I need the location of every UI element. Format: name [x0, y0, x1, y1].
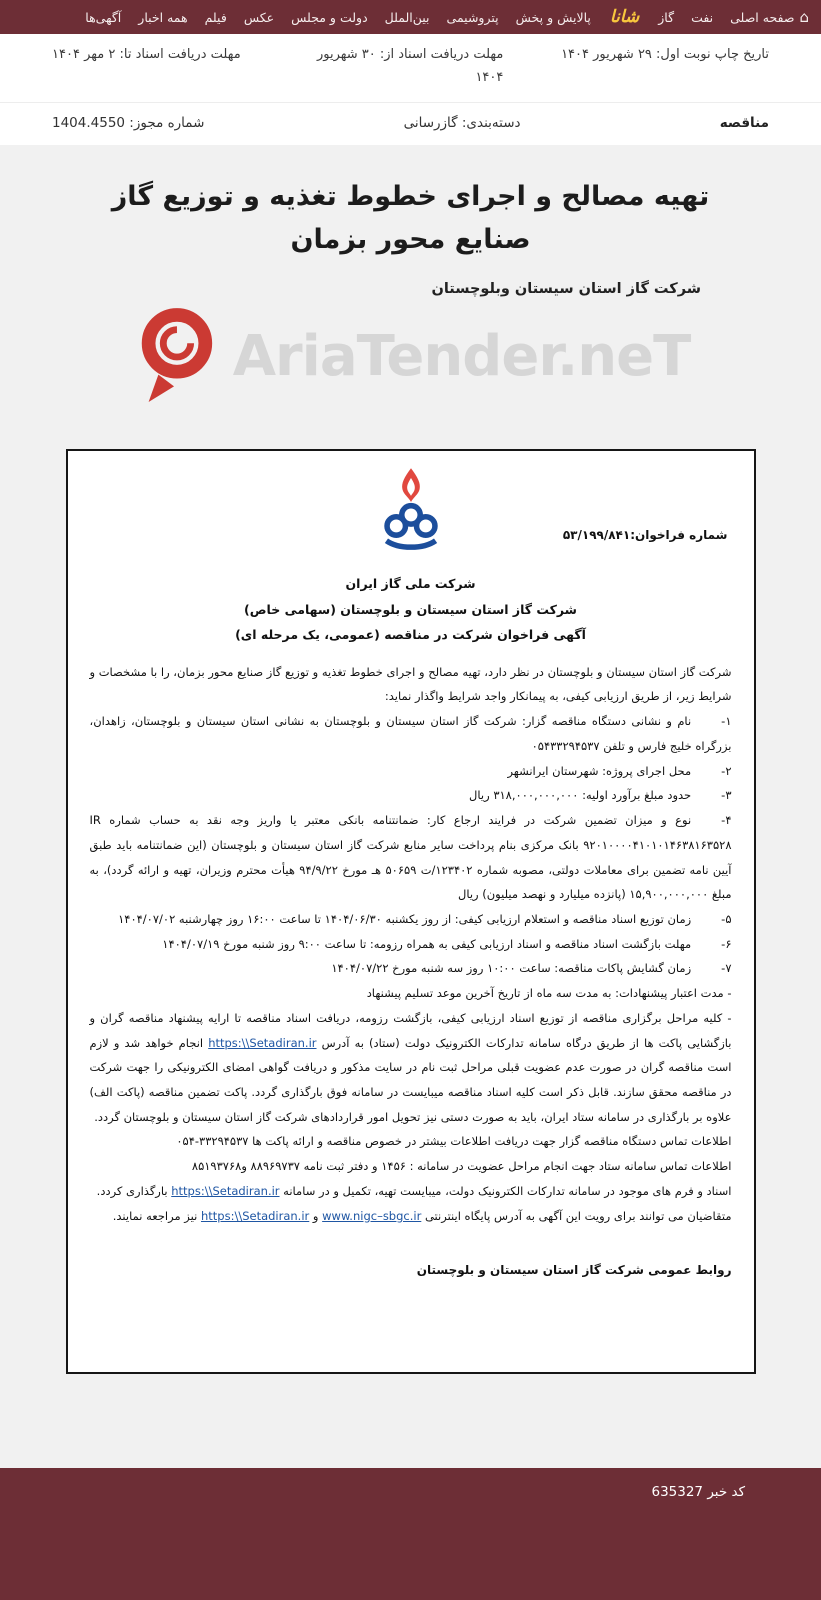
page-title: تهیه مصالح و اجرای خطوط تغذیه و توزیع گاز صنایع محور بزمان	[111, 180, 710, 255]
setad-text-before: - کلیه مراحل برگزاری مناقصه از توزیع اسناد ارزیابی کیفی، بازگشت رزومه، دریافت اسناد مناقصه تا ارایه پیشنهاد مناقصه گران و بازگشایی پاکت ها از طریق درگاه سامانه تدارکات الکترونیک دولت (ستاد) به آدرس	[89, 1010, 732, 1050]
forms-paragraph	[90, 1179, 732, 1204]
nav-item[interactable]: آگهی‌ها	[85, 9, 122, 25]
tender-condition-item: ۴-نوع و میزان تضمین شرکت در فرایند ارجاع کار: ضمانتنامه بانکی معتبر یا واریز وجه نقد به حساب شماره IR ۹۲۰۱۰۰۰۰۴۱۰۱۰۱۴۶۳۸۱۶۳۵۲۸ بانک مرکزی بنام پرداخت سایر منابع شرکت گاز استان سیستان و بلوچستان (این ضمانتنامه باید طبق آیین نامه تضمین برای معاملات دولتی، مصوبه شماره ۱۲۳۴۰۲/ت ۵۰۶۵۹ هـ مورخ ۹۴/۹/۲۲ هیأت محترم وزیران، تهیه و ارائه گردد)، به مبلغ ۱۵,۹۰۰,۰۰۰,۰۰۰ (پانزده میلیارد و نهصد میلیون) ریال	[89, 813, 732, 902]
watermark	[0, 301, 821, 413]
setadiran-link[interactable]: https:\\Setadiran.ir	[208, 1035, 317, 1050]
forms-text-after: بارگذاری کردد.	[96, 1183, 172, 1198]
intro-paragraph: شرکت گاز استان سیستان و بلوچستان در نظر دارد، تهیه مصالح و اجرای خطوط تغذیه و توزیع گاز صنایع محور بزمان، را با مشخصات و شرایط زیر، از طریق ارزیابی کیفی، به پیمانکار واجد شرایط واگذار نماید:	[89, 664, 732, 704]
document-header	[90, 467, 732, 571]
company-name: شرکت گاز استان سیستان وبلوچستان	[431, 280, 701, 297]
contact-line-1: اطلاعات تماس دستگاه مناقصه گزار جهت دریافت اطلاعات بیشتر در خصوص مناقصه و ارائه پاکت ها ۳۳۲۹۴۵۳۷-۰۵۴	[176, 1134, 732, 1149]
visit-text-after: نیز مراجعه نمایند.	[112, 1208, 201, 1223]
org-line-1: شرکت ملی گاز ایران	[345, 575, 476, 591]
tender-condition-item: ۳-حدود مبلغ برآورد اولیه: ۳۱۸,۰۰۰,۰۰۰,۰۰۰ ریال	[469, 788, 732, 803]
nav-item[interactable]: پالایش و پخش	[515, 9, 591, 25]
nav-home-label: صفحه اصلی	[730, 9, 795, 25]
nigc-flame-logo-icon	[374, 467, 448, 553]
setad-paragraph	[90, 1006, 732, 1130]
tender-header	[0, 34, 821, 145]
ariatender-logo-icon	[131, 305, 219, 409]
tender-condition-item: ۶-مهلت بازگشت اسناد مناقصه و اسناد ارزیابی کیفی به همراه رزومه: تا ساعت ۹:۰۰ روز شنبه مورخ ۱۴۰۴/۰۷/۱۹	[162, 936, 732, 951]
nav-item[interactable]: همه اخبار	[138, 9, 188, 25]
docs-receipt-from: مهلت دریافت اسناد از: ۳۰ شهریور ۱۴۰۴	[316, 47, 504, 85]
call-number: شماره فراخوان:۵۳/۱۹۹/۸۴۱	[562, 527, 728, 542]
contact-line-2: اطلاعات تماس سامانه ستاد جهت انجام مراحل عضویت در سامانه : ۱۴۵۶ و دفتر ثبت نامه ۸۸۹۶۹۷۳۷ و۸۵۱۹۳۷۶۸	[191, 1159, 732, 1174]
org-line-3: آگهی فراخوان شرکت در مناقصه (عمومی، یک مرحله ای)	[235, 627, 586, 643]
tender-dates-bar	[0, 34, 821, 94]
tender-condition-item: ۷-زمان گشایش پاکات مناقصه: ساعت ۱۰:۰۰ روز سه شنبه مورخ ۱۴۰۴/۰۷/۲۲	[331, 961, 732, 976]
nav-item[interactable]: بین‌الملل	[384, 9, 430, 25]
news-code: کد خبر 635327	[651, 1484, 745, 1500]
tender-type: مناقصه	[719, 114, 769, 131]
page-footer	[0, 1468, 821, 1600]
nav-item[interactable]: گاز	[658, 9, 675, 25]
nav-item-home[interactable]	[730, 7, 809, 26]
forms-text-before: اسناد و فرم های موجود در سامانه تدارکات الکترونیک دولت، میبایست تهیه، تکمیل و در سامانه	[279, 1183, 732, 1198]
setad-text-after: انجام خواهد شد و لازم است مناقصه گران در صورت عدم عضویت قبلی مراحل ثبت نام در سایت مذکور و دریافت گواهی امضای الکترونیکی را جهت شرکت در مناقصه محقق سازند. قابل ذکر است کلیه اسناد مناقصه میبایست در سامانه فوق بارگذاری گردد. پاکت تضمین مناقصه (پاکت الف) علاوه بر بارگذاری در سامانه ستاد ایران، باید به صورت دستی نیز تحویل امور قراردادهای شرکت گاز استان سیستان و بلوچستان گردد.	[89, 1035, 732, 1124]
print-date: تاریخ چاپ نوبت اول: ۲۹ شهریور ۱۴۰۴	[561, 47, 769, 62]
nav-item[interactable]: عکس	[243, 9, 275, 25]
tender-condition-item: ۱-نام و نشانی دستگاه مناقصه گزار: شرکت گاز استان سیستان و بلوچستان به نشانی استان سیستان و بلوچستان، زاهدان، بزرگراه خلیج فارس و تلفن ۰۵۴۳۳۲۹۴۵۳۷	[89, 714, 732, 753]
setadiran-link[interactable]: https:\\Setadiran.ir	[171, 1183, 280, 1198]
top-navigation-bar	[0, 0, 821, 34]
nav-item[interactable]: پتروشیمی	[446, 9, 499, 25]
tender-condition-item: ۵-زمان توزیع اسناد مناقصه و استعلام ارزیابی کیفی: از روز یکشنبه ۱۴۰۴/۰۶/۳۰ تا ساعت ۱۶:۰۰ روز چهارشنبه ۱۴۰۴/۰۷/۰۲	[118, 911, 732, 926]
tender-condition-item: ۲-محل اجرای پروژه: شهرستان ایرانشهر	[507, 763, 732, 778]
license-number: شماره مجوز: 1404.4550	[52, 114, 205, 131]
visit-text-mid: و	[309, 1208, 323, 1223]
visit-text-before: متقاضیان می توانند برای رویت این آگهی به آدرس پایگاه اینترنتی	[421, 1208, 732, 1223]
validity-line: - مدت اعتبار پیشنهادات: به مدت سه ماه از تاریخ آخرین موعد تسلیم پیشنهاد	[366, 986, 732, 1001]
nav-item[interactable]: نفت	[691, 9, 714, 25]
setadiran-link[interactable]: https:\\Setadiran.ir	[200, 1208, 310, 1223]
watermark-text: AriaTender.neT	[232, 324, 691, 390]
docs-receipt-until: مهلت دریافت اسناد تا: ۲ مهر ۱۴۰۴	[52, 47, 241, 62]
home-icon: ⌂	[799, 7, 809, 26]
tender-notice-document	[66, 449, 756, 1374]
visit-paragraph	[90, 1204, 732, 1229]
nav-item[interactable]: دولت و مجلس	[291, 9, 368, 25]
tender-category: دسته‌بندی: گازرسانی	[403, 114, 521, 131]
site-logo[interactable]: شانا	[609, 7, 640, 27]
signature-line: روابط عمومی شرکت گاز استان سیستان و بلوچستان	[416, 1263, 732, 1278]
org-line-2: شرکت گاز استان سیستان و بلوچستان (سهامی خاص)	[244, 601, 577, 617]
nigc-sbgc-link[interactable]: www.nigc–sbgc.ir	[322, 1208, 422, 1223]
nav-item[interactable]: فیلم	[204, 9, 227, 25]
tender-meta-bar	[0, 102, 821, 145]
